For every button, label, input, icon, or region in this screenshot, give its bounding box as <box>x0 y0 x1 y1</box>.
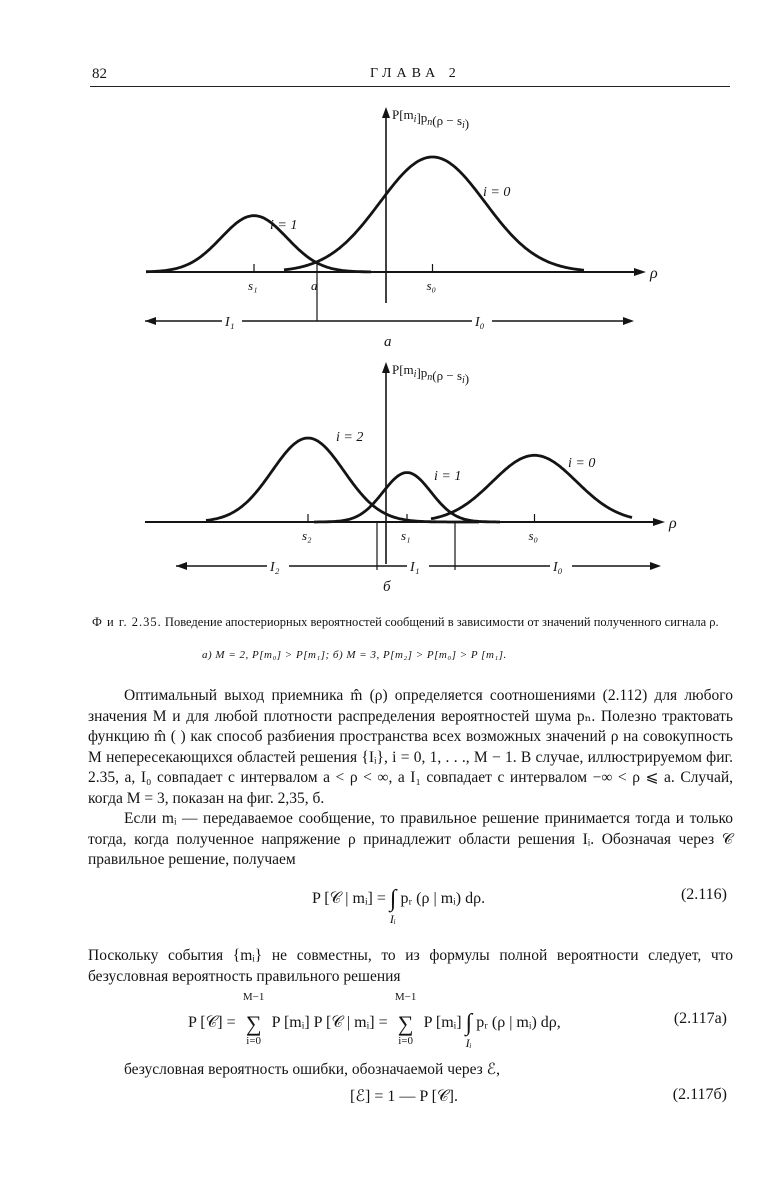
paragraph: Поскольку события {mᵢ} не совместны, то из формулы полной вероятности следует, что безусловная вероятность правильного решения <box>88 947 733 985</box>
region-label: I₀ <box>553 560 563 575</box>
curve-label: i = 0 <box>483 185 511 200</box>
figure-sublabel: a <box>384 334 392 350</box>
x-axis-arrow <box>634 268 646 276</box>
eq117b-number: (2.117б) <box>672 1086 727 1103</box>
tick-label: s₀ <box>528 528 539 543</box>
figure-a <box>0 105 769 350</box>
eq116-integrand: pᵣ (ρ | mᵢ) dρ. <box>400 890 486 908</box>
region-arrow-right <box>650 562 661 570</box>
caption-text: Поведение апостериорных вероятностей сообщений в зависимости от значений полученного сигнала ρ. <box>164 615 719 629</box>
eq116-region: Iᵢ <box>389 912 396 926</box>
tick-label: s₁ <box>248 278 258 293</box>
caption-subline: а) M = 2, P[m₀] > P[m₁]; б) M = 3, P[m₂] > P[m₀] > P [m₁]. <box>202 649 507 661</box>
equation-2-117b <box>90 1086 735 1110</box>
curve-series <box>284 157 584 270</box>
paragraph: безусловная вероятность ошибки, обозначаемой через ℰ, <box>124 1061 500 1078</box>
header-rule <box>90 86 730 87</box>
eq117a-term1: P [mᵢ] P [𝒞 | mᵢ] = <box>271 1014 388 1032</box>
chapter-title: ГЛАВА 2 <box>370 66 461 81</box>
body-text-2 <box>88 946 733 987</box>
region-label: I₁ <box>225 315 235 330</box>
eq117a-integrand: pᵣ (ρ | mᵢ) dρ, <box>476 1014 561 1032</box>
paragraph: Оптимальный выход приемника m̂ (ρ) определяется соотношениями (2.112) для любого значения M и для любой плотности распределения вероятностей шума pₙ. Полезно трактовать функцию m̂ ( ) как способ разбиения пространства всех возможных значений ρ на совокупность M непересекающихся областей решения {Iᵢ}, i = 0, 1, . . ., M − 1. В случае, иллюстрируемом фиг. 2.35, а, I₀ совпадает с интервалом a < ρ < ∞, а I₁ совпадает с интервалом −∞ < ρ ⩽ a. Случай, когда M = 3, показан на фиг. 2,35, б. <box>88 687 733 807</box>
paragraph: Если mᵢ — передаваемое сообщение, то правильное решение принимается тогда и только тогда, когда полученное напряжение ρ принадлежит области решения Iᵢ. Обозначая через 𝒞 правильное решение, получаем <box>88 810 733 868</box>
page-number: 82 <box>92 66 107 82</box>
x-axis-label: ρ <box>669 515 677 532</box>
region-arrow-left <box>176 562 187 570</box>
y-axis-label: $P[m_i]p_n(\rho - s_i)$ <box>392 107 470 131</box>
eq117a-lhs: P [𝒞] = <box>188 1014 236 1032</box>
sum-sign: M−1 ∑ i=0 <box>242 990 265 1047</box>
integral-sign: ∫ Iᵢ <box>465 1010 473 1050</box>
y-axis-arrow <box>382 362 390 373</box>
eq117a-number: (2.117a) <box>673 1010 727 1027</box>
figure-sublabel: б <box>383 579 391 595</box>
figure-caption <box>92 614 732 661</box>
curve-series <box>146 216 371 272</box>
caption-prefix: Ф и г. 2.35. <box>92 615 162 629</box>
region-arrow-right <box>623 317 634 325</box>
y-axis-label: $P[m_i]p_n(\rho - s_i)$ <box>392 362 470 386</box>
curve-label: i = 1 <box>270 218 298 233</box>
curve-label: i = 1 <box>434 469 462 484</box>
tick-label: s₀ <box>426 278 437 293</box>
x-axis-label: ρ <box>650 265 658 282</box>
y-axis-arrow <box>382 107 390 118</box>
tick-label: s₁ <box>401 528 411 543</box>
sum-sign: M−1 ∑ i=0 <box>394 990 417 1047</box>
region-label: I₀ <box>475 315 485 330</box>
integral-sign: ∫ Iᵢ <box>389 886 397 926</box>
eq117a-term2: P [mᵢ] <box>423 1014 462 1032</box>
equation-2-117a <box>90 990 735 1050</box>
region-label: I₂ <box>270 560 280 575</box>
curve-label: i = 2 <box>336 430 364 445</box>
equation-2-116 <box>90 886 735 926</box>
region-arrow-left <box>145 317 156 325</box>
eq116-lhs: P [𝒞 | mᵢ] = <box>312 890 386 908</box>
x-axis-arrow <box>653 518 665 526</box>
region-label: I₁ <box>410 560 420 575</box>
curve-series <box>431 455 632 519</box>
eq116-number: (2.116) <box>680 886 727 903</box>
body-text-3 <box>88 1060 733 1081</box>
curve-label: i = 0 <box>568 456 596 471</box>
body-text-1 <box>88 686 733 871</box>
eq117b-expr: [ℰ] = 1 — P [𝒞]. <box>350 1088 458 1105</box>
tick-label: a <box>311 278 318 293</box>
tick-label: s₂ <box>302 528 312 543</box>
figure-b <box>0 358 769 608</box>
